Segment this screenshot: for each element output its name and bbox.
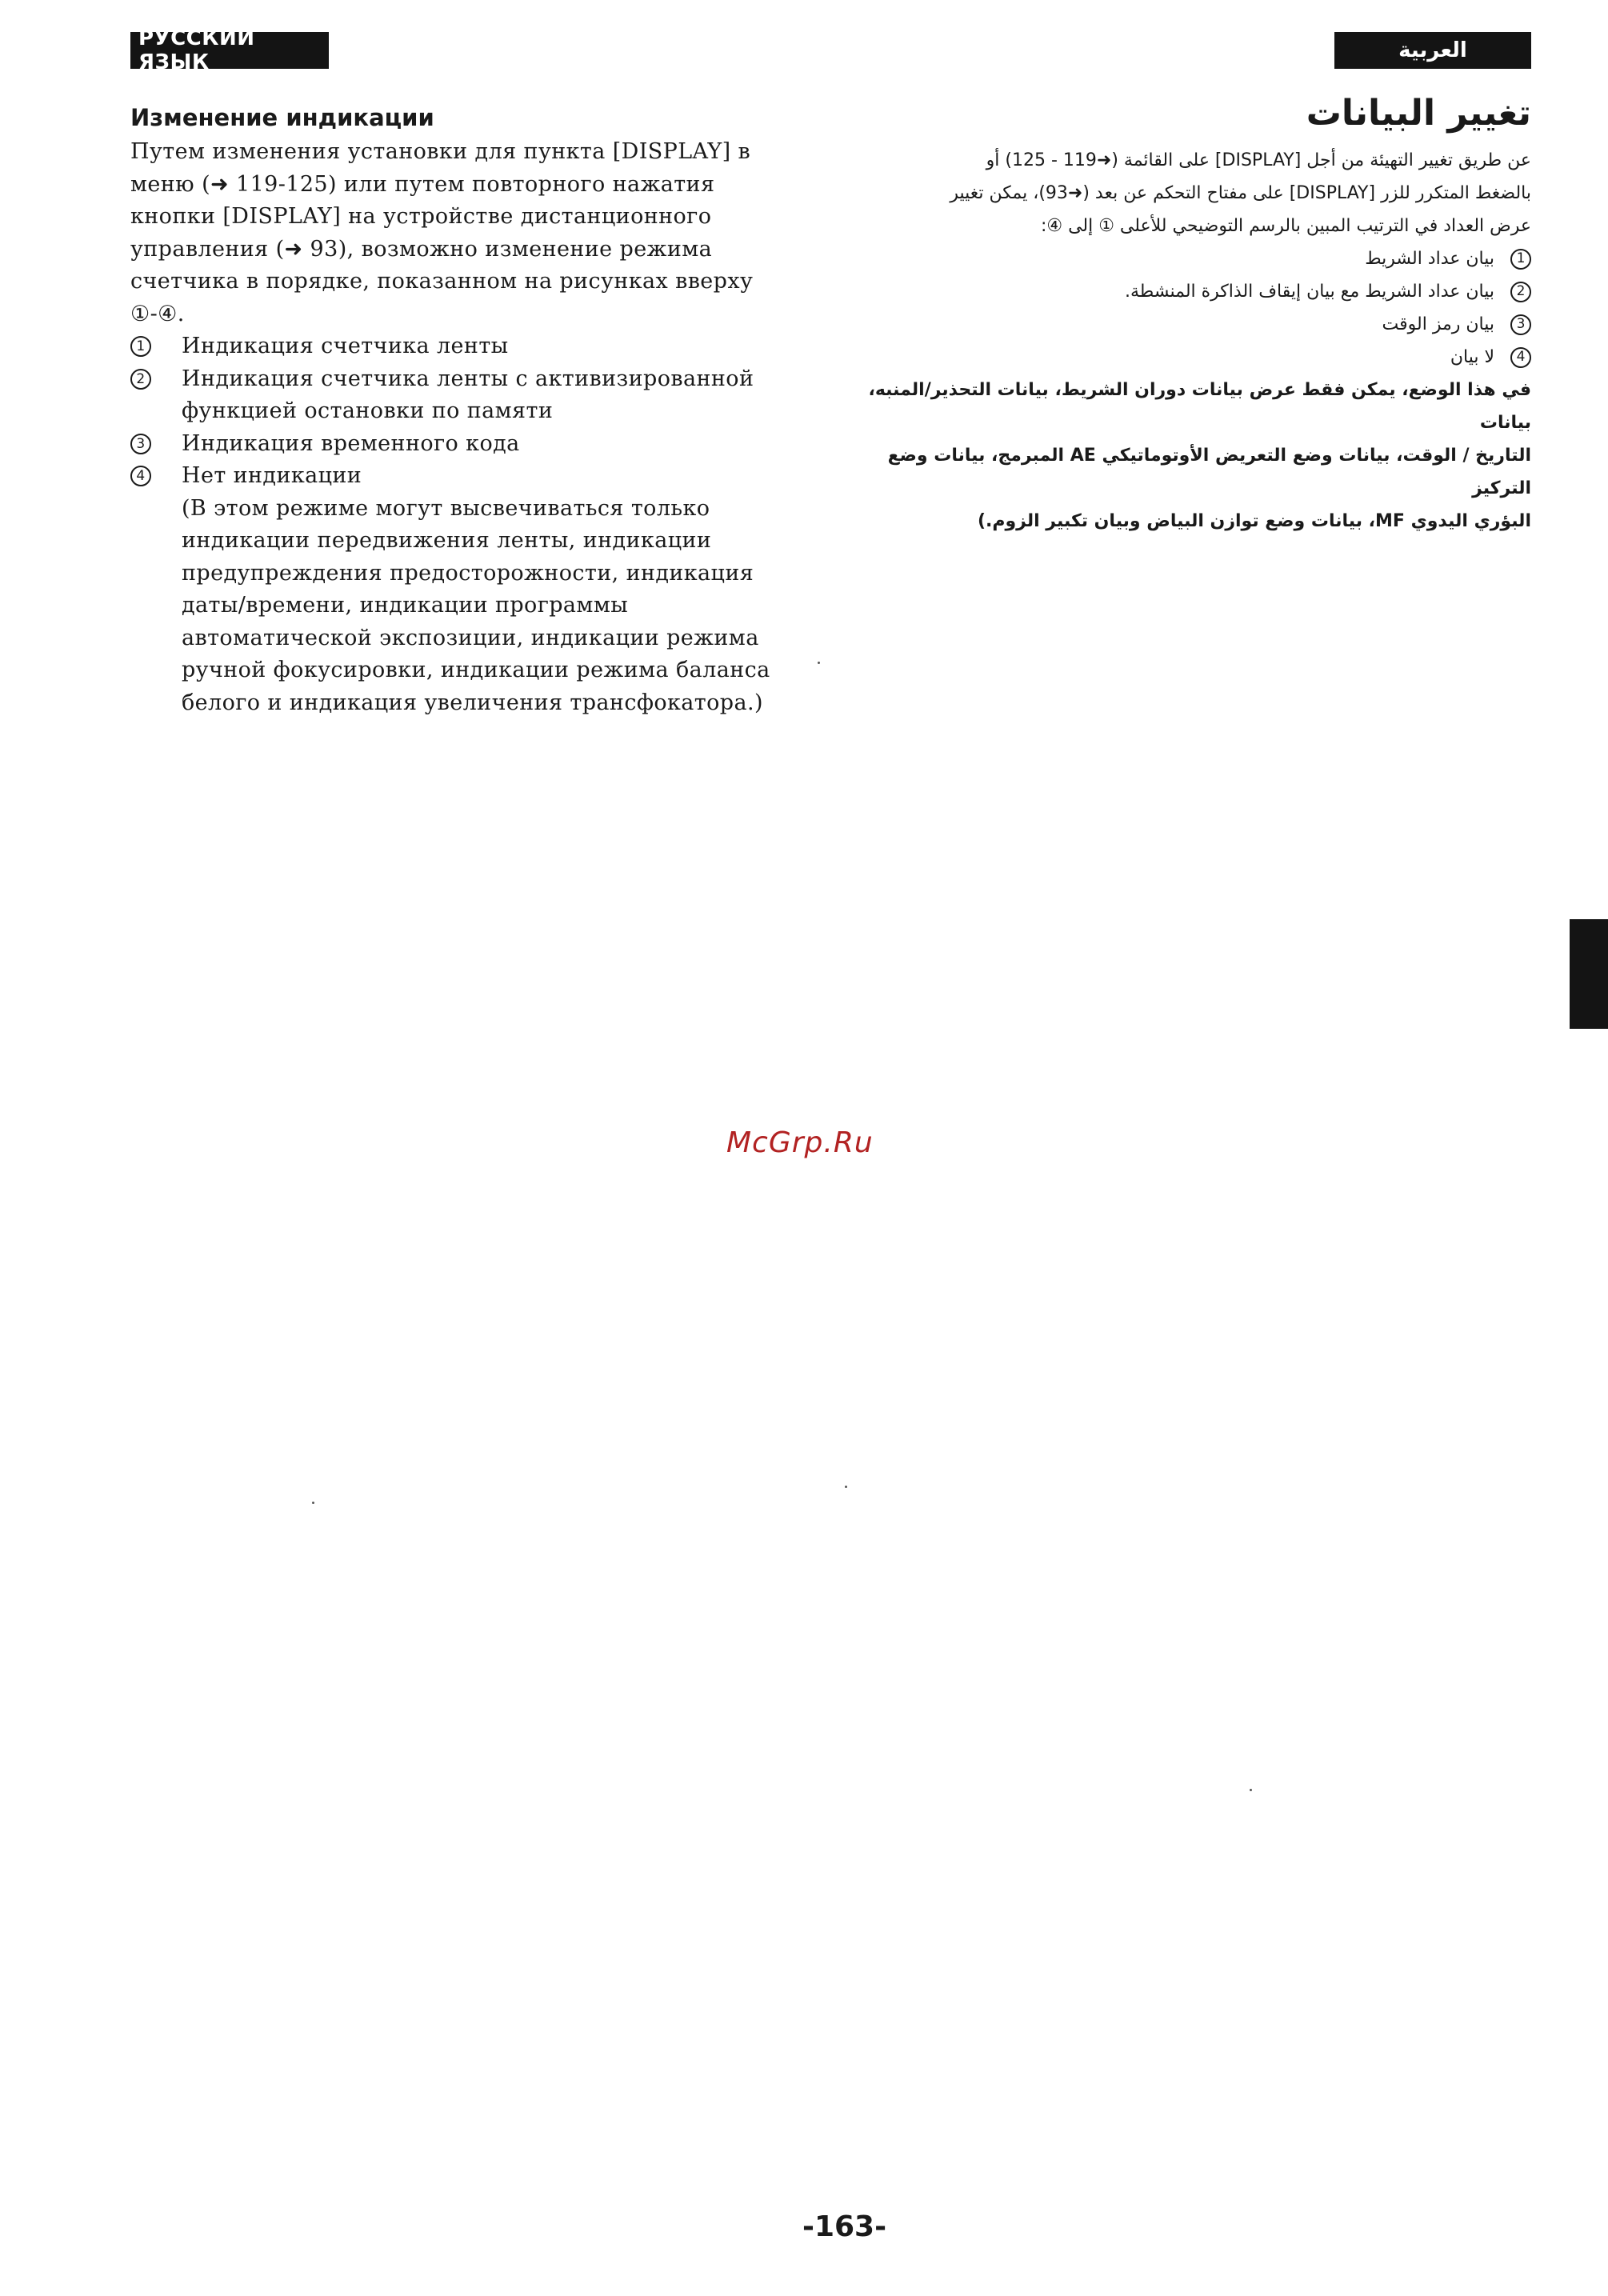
list-item: 1 بيان عداد الشريط — [840, 242, 1531, 275]
russian-language-tab: РУССКИЙ ЯЗЫК — [130, 32, 329, 69]
list-item: 3 Индикация временного кода — [130, 428, 770, 461]
scan-speck — [845, 1486, 847, 1488]
scan-speck — [1250, 1789, 1252, 1791]
circled-number-4: 4 — [1502, 341, 1531, 374]
list-item: 4 Нет индикации (В этом режиме могут высвечиваться только индикации передвижения ленты, индикации предупреждения предосторожности, индикация даты/времени, индикации программы автоматической экспозиции, индикации режима ручной фокусировки, индикации режима баланса белого и индикация увеличения трансфокатора.) — [130, 460, 770, 719]
arabic-counter-mode-list — [840, 242, 1531, 374]
list-item: 2 بيان عداد الشريط مع بيان إيقاف الذاكرة المنشطة. — [840, 275, 1531, 308]
russian-note: (В этом режиме могут высвечиваться только индикации передвижения ленты, индикации предупреждения предосторожности, индикация даты/времени, индикации программы автоматической экспозиции, индикации режима ручной фокусировки, индикации режима баланса белого и индикация увеличения трансфокатора.) — [182, 495, 770, 715]
arabic-column — [840, 90, 1531, 538]
scan-speck — [312, 1502, 314, 1504]
russian-column — [130, 102, 770, 719]
circled-number-1: 1 — [130, 330, 162, 363]
arabic-language-tab: العربية — [1334, 32, 1531, 69]
list-item: 1 Индикация счетчика ленты — [130, 330, 770, 363]
russian-counter-mode-list — [130, 330, 770, 719]
arabic-intro-paragraph: عن طريق تغيير التهيئة من أجل [DISPLAY] على القائمة (➜119 - 125) أو بالضغط المتكرر للزر [DISPLAY] على مفتاح التحكم عن بعد (➜93)، يمكن تغيير عرض العداد في الترتيب المبين بالرسم التوضيحي للأعلى ① إلى ④: — [950, 150, 1531, 236]
arabic-section-title: تغيير البيانات — [1306, 93, 1531, 134]
edge-thumb-tab — [1570, 919, 1608, 1029]
scan-speck — [818, 662, 820, 664]
page-number: -163- — [802, 2210, 887, 2243]
watermark: McGrp.Ru — [726, 1126, 874, 1159]
circled-number-4: 4 — [130, 460, 162, 493]
circled-number-3: 3 — [130, 428, 162, 461]
russian-intro-paragraph: Путем изменения установки для пункта [DISPLAY] в меню (➜ 119-125) или путем повторного нажатия кнопки [DISPLAY] на устройстве дистанционного управления (➜ 93), возможно изменение режима счетчика в порядке, показанном на рисунках вверху ①-④. — [130, 139, 754, 326]
circled-number-2: 2 — [1502, 275, 1531, 308]
russian-section-title: Изменение индикации — [130, 104, 434, 131]
list-item: 3 بيان رمز الوقت — [840, 308, 1531, 341]
circled-number-1: 1 — [1502, 242, 1531, 275]
list-item: 4 لا بيان — [840, 341, 1531, 374]
circled-number-3: 3 — [1502, 308, 1531, 341]
circled-number-2: 2 — [130, 363, 162, 396]
list-item: 2 Индикация счетчика ленты с активизированной функцией остановки по памяти — [130, 363, 770, 428]
arabic-note: في هذا الوضع، يمكن فقط عرض بيانات دوران الشريط، بيانات التحذير/المنبه، بيانات التاريخ / الوقت، بيانات وضع التعريض الأوتوماتيكي AE المبرمج، بيانات وضع التركيز البؤري اليدوي MF، بيانات وضع توازن البياض وبيان تكبير الزوم.) — [868, 380, 1531, 531]
